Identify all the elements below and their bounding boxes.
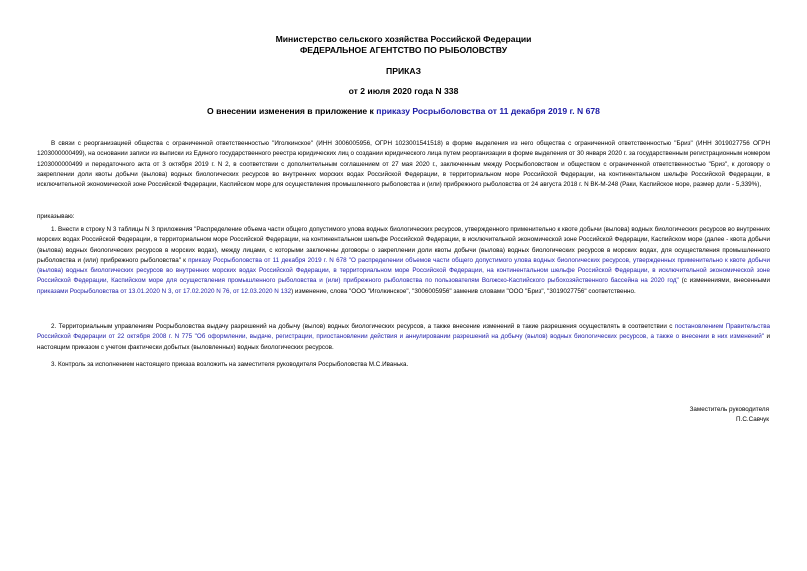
item-1-text-end: ) изменение, слова "ООО "Иголкинское", "3006005956" заменив словами "ООО "Бриз", "3019027756" соответственно. (291, 287, 636, 295)
item-1-paragraph (37, 225, 770, 297)
signature-name: П.С.Савчук (736, 416, 769, 423)
item-1-text-start: 1. Внести в строку N 3 таблицы N 3 приложения "Распределение объема части общего допустимого улова водных биологических ресурсов, утвержденного применительно к квоте добычи (вылова) водных биологических ресурсов во внутренних морских водах Российской Федерации, в территориальном море Российской Федерации, на континентальном шельфе Российской Федерации, в исключительной экономической зоне Российской Федерации, Каспийском море (далее - квота добычи (вылова) водных биологических ресурсов в морских водах), между лицами, с которыми заключены договоры о закреплении доли квоты добычи (вылова) водных биологических ресурсов в морских водах, для осуществления промышленного рыболовства и (или) прибрежного рыболовства" к (37, 226, 770, 264)
item-3-paragraph: 3. Контроль за исполнением настоящего приказа возложить на заместителя руководителя Росрыболовства М.С.Иванька. (51, 361, 409, 368)
item-1-amendments-link[interactable]: приказами Росрыболовства от 13.01.2020 N 3, от 17.02.2020 N 76, от 12.03.2020 N 132 (37, 287, 292, 295)
item-1-text-middle: (с изменениями, внесенными (678, 277, 770, 285)
preamble-block (37, 139, 770, 190)
doc-subject (0, 106, 807, 117)
subject-link[interactable]: приказу Росрыболовства от 11 декабря 2019 г. N 678 (376, 106, 600, 116)
item-3 (37, 360, 770, 370)
item-2-paragraph (37, 322, 770, 353)
order-word: приказываю: (37, 213, 75, 220)
preamble-paragraph: В связи с реорганизацией общества с ограниченной ответственностью "Иголкинское" (ИНН 3006005956, ОГРН 1023001541518) в форме выделения из него общества с ограниченной ответственностью "Бриз" (ИНН 3019027756 ОГРН 1203000000499), на основании записи из выписки из Единого государственного реестра юридических лиц о создании юридического лица путем реорганизации в форме выделения от 30 января 2020 г. за государственным регистрационным номером 1203000000499 и передаточного акта от 3 октября 2019 г. N 2, в соответствии с дополнительным соглашением от 27 мая 2020 г., заключенным между Росрыболовством и обществом с ограниченной ответственностью "Бриз", к договору о закреплении доли квоты добычи (вылова) водных биологических ресурсов во внутренних морских водах Российской Федерации, в территориальном море Российской Федерации, на континентальном шельфе Российской Федерации, в исключительной экономической зоне Российской Федерации, Каспийском море для осуществления промышленного рыболовства и (или) прибрежного рыболовства от 24 августа 2018 г. N ВК-М-248 (Раки, Каспийское море, размер доли - 5,339%), (37, 140, 770, 189)
item-2-text-end: и настоящим приказом с учетом фактически добытых (выловленных) водных биологических ресурсов. (37, 333, 770, 351)
item-2 (37, 322, 770, 353)
ministry-title: Министерство сельского хозяйства Российской Федерации (275, 34, 532, 44)
item-2-text-start: 2. Территориальным управлениям Росрыболовства выдачу разрешений на добычу (вылов) водных биологических ресурсов, а также внесение изменений в такие разрешения осуществлять в соответствии с (51, 323, 675, 330)
signature-title: Заместитель руководителя (689, 406, 769, 413)
subject-prefix: О внесении изменения в приложение к (207, 106, 377, 116)
item-1 (37, 225, 770, 297)
doc-type: ПРИКАЗ (386, 66, 421, 76)
order-block (37, 212, 770, 222)
item-2-resolution-link[interactable]: постановлением Правительства Российской Федерации от 22 октября 2008 г. N 775 "Об оформлении, выдаче, регистрации, приостановлении действия и аннулировании разрешений на добычу (вылов) водных биологических ресурсов, а также о внесении в них изменений" (37, 323, 770, 341)
doc-date-number: от 2 июля 2020 года N 338 (348, 86, 459, 96)
item-1-order-link[interactable]: приказу Росрыболовства от 11 декабря 2019 г. N 678 "О распределении объемов части общего допустимого улова водных биологических ресурсов, утвержденных применительно к квоте добычи (вылова) водных биологических ресурсов во внутренних морских водах Российской Федерации, в территориальном море Российской Федерации, на континентальном шельфе Российской Федерации, в исключительной экономической зоне Российской Федерации, Каспийском море для осуществления промышленного рыболовства и (или) прибрежного рыболовства по пользователям Волжско-Каспийского рыбохозяйственного бассейна на 2020 год" (37, 256, 770, 285)
agency-title: ФЕДЕРАЛЬНОЕ АГЕНТСТВО ПО РЫБОЛОВСТВУ (299, 45, 508, 55)
